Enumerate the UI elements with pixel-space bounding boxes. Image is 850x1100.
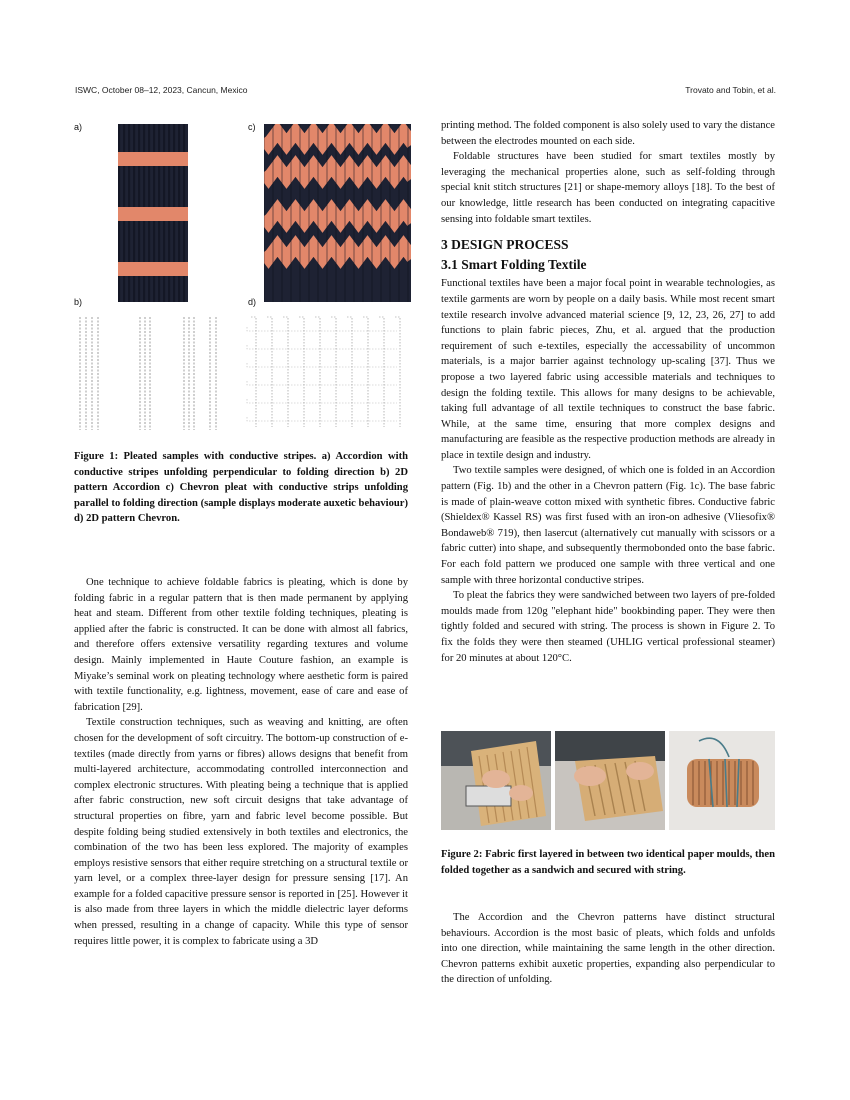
- panel-label-d: d): [248, 297, 257, 307]
- running-header-left: ISWC, October 08–12, 2023, Cancun, Mexico: [75, 85, 248, 95]
- paragraph: Foldable structures have been studied for smart textiles mostly by leveraging the mechanical properties alone, such as self-folding through special knit stitch structures [21] or shape-memory alloys [18]. To the best of our knowledge, little research has been conducted on integrating capacitive sensing into foldable smart textiles.: [441, 151, 775, 225]
- section-heading: 3 DESIGN PROCESS: [441, 237, 569, 253]
- paragraph: Functional textiles have been a major focal point in wearable technologies, as textile garments are worn by people on a daily basis. While most recent smart textile research involve advanced material science [9, 12, 23, 26, 27] to add functions to plain fabric pieces, Zhu, et al. argued that the production requirement of such e-textiles, especially the accessability of uncommon materials, is a major barrier against technology up-scaling [37]. Thus we propose a two layered fabric using accessible materials and techniques to design the folding textile. This allows for many designs to be achievable, taking full advantage of all textile techniques to construct the base fabric. While, at the same time, ensuring that more complex designs and manufacturing are feasible as the respective production methods are already in place in textile design and industry.: [441, 278, 775, 461]
- left-column: [74, 575, 408, 949]
- folding-step-2-photo: [555, 731, 665, 830]
- paragraph: Textile construction techniques, such as weaving and knitting, are often chosen for the development of soft circuitry. The bottom-up construction of e-textiles (made directly from yarns or fibres) allows designs that benefit from multi-layered architecture, accommodating controlled interconnection and complex electronic structures. With pleating being a technique that is applied after fabric construction, new soft circuit designs that take advantage of structural properties on fibre, yarn and fabric level become possible. But despite folding being studied extensively in both textiles and electronics, the combination of the two has been less explored. The majority of examples employs resistive sensors that either require stretching on a structural textile or yarn level, or a complex three-layer design for pressure sensing [17]. An example for a folded capacitive pressure sensor is reported in [25]. However it is also made from three layers in which the middle dielectric layer deforms when pressed, resulting in a change of capacity. While this type of sensor requires little power, it is complex to fabricate using a 3D: [74, 717, 408, 947]
- chevron-sample-photo: [264, 124, 411, 302]
- paragraph: Two textile samples were designed, of which one is folded in an Accordion pattern (Fig. 1b) and the other in a Chevron pattern (Fig. 1c). The base fabric is made of plain-weave cotton mixed with synthetic fibres. Conductive fabric (Shieldex® Kassel RS) was first fused with an iron-on adhesive (Vliesofix® Bondaweb® 719), then lasercut (alternatively cut manually with scissors or a fabric cutter) into shape, and subsequently thermobonded onto the base fabric. For each fold pattern we produced one sample with three vertical and one sample with three horizontal conductive stripes.: [441, 465, 775, 586]
- chevron-2d-pattern: [245, 315, 408, 432]
- running-header-right: Trovato and Tobin, et al.: [685, 85, 776, 95]
- right-column: [441, 118, 775, 666]
- figure2-caption: Figure 2: Fabric first layered in between two identical paper moulds, then folded together as a sandwich and secured with string.: [441, 849, 775, 876]
- subsection-heading: 3.1 Smart Folding Textile: [441, 256, 587, 272]
- right-column-bottom: [441, 910, 775, 988]
- accordion-2d-pattern: [74, 315, 227, 432]
- accordion-sample-photo: [118, 124, 188, 302]
- panel-label-a: a): [74, 122, 83, 132]
- paragraph: One technique to achieve foldable fabrics is pleating, which is done by folding fabric in a regular pattern that is then made permanent by applying heat and steam. Different from other textile folding techniques, pleating is applied after the fabric is constructed. It can be done with almost all fabrics, and therefore offers extensive versatility regarding textures and volume design. Mainly implemented in Haute Couture fashion, an example is Miyake’s seminal work on pleating technology where aesthetic form is paired with textile functionality, e.g. lightness, movement, ease of care and ease of fabrication [29].: [74, 577, 408, 713]
- paragraph: The Accordion and the Chevron patterns have distinct structural behaviours. Accordion is the most basic of pleats, which folds and unfolds into one direction, while maintaining the same length in the other direction. Chevron patterns exhibit auxetic properties, expanding also perpendicular to the direction of unfolding.: [441, 912, 775, 986]
- folding-step-3-photo: [669, 731, 775, 830]
- figure1-caption: Figure 1: Pleated samples with conductive stripes. a) Accordion with conductive stripes unfolding perpendicular to folding direction b) 2D pattern Accordion c) Chevron pleat with conductive strips unfolding parallel to folding direction (sample displays moderate auxetic behaviour) d) 2D pattern Chevron.: [74, 451, 408, 525]
- paragraph: printing method. The folded component is also solely used to vary the distance between the electrodes mounted on each side.: [441, 120, 775, 147]
- paragraph: To pleat the fabrics they were sandwiched between two layers of pre-folded moulds made from 120g "elephant hide" bookbinding paper. They were then tightly folded and secured with string. The process is shown in Figure 2. To fix the folds they were then steamed (UHLIG vertical professional steamer) for 20 minutes at about 120°C.: [441, 590, 775, 664]
- folding-step-1-photo: [441, 731, 551, 830]
- panel-label-c: c): [248, 122, 256, 132]
- panel-label-b: b): [74, 297, 83, 307]
